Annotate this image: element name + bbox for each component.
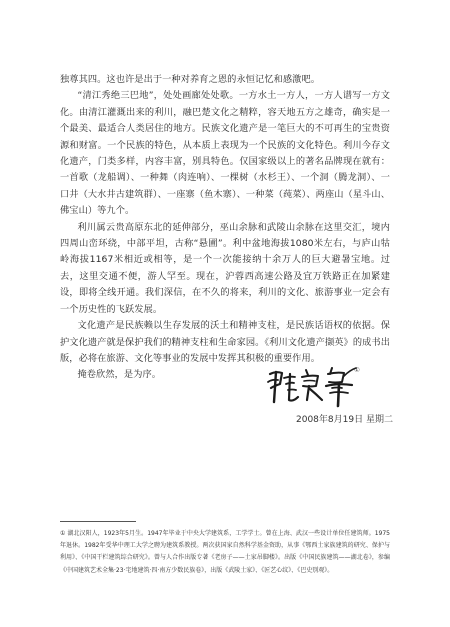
author-signature [262,364,362,408]
footnote-text: ① 湖北汉阳人，1923年5月生。1947年毕业于中央大学建筑系，工学学士。曾在上海、武汉一些设计单位任建筑师。1975年退休。1982年受华中理工大学之聘为建筑系教授。两次获国家自然科学基金资助，从事《鄂西土家族建筑的研究、保护与利用》、《中国干栏建筑综合研究》。曾与人合作出版专著《老房子——土家吊脚楼》。出版《中国民族建筑——湖北卷》，参编《中国建筑艺术全集·23·宅地建筑·四·南方少数民族卷》，出版《武陵土家》、《匠艺心纹》、《巴史别观》。 [60,530,390,574]
preface-date: 2008年8月19日 星期二 [296,415,393,425]
footnote-divider [60,521,136,522]
paragraph-4: 文化遗产是民族赖以生存发展的沃土和精神支柱，是民族话语权的依据。保护文化遗产就是保护我们的精神支柱和生命家园。《利川文化遗产撷英》的成书出版，必将在旅游、文化等事业的发展中发挥其积极的重要作用。 [60,320,390,364]
signature-scribble [262,364,362,408]
paragraph-2: “清江秀绝三巴地”，处处画廊处处歌。一方水土一方人，一方人谱写一方文化。由清江灌溉出来的利川，融巴楚文化之精粹，容天地五方之雄奇，确实是一个最美、最适合人类居住的地方。民族文化遗产是一笔巨大的不可再生的宝贵资源和财富。一个民族的特色，从本质上表现为一个民族的文化特色。利川今存文化遗产，门类多样，内容丰富，别具特色。仅国家级以上的著名品牌现在就有：一首歌（龙船调）、一种舞（肉连响）、一棵树（水杉王）、一个洞（腾龙洞）、一口井（大水井古建筑群）、一座寨（鱼木寨）、一种菜（莼菜）、两座山（星斗山、佛宝山）等九个。 [60,90,390,217]
paragraph-3: 利川属云贵高原东北的延伸部分，巫山余脉和武陵山余脉在这里交汇，境内四周山峦环绕，中部平坦，古称“悬圃”。利中盆地海拔1080米左右，与庐山牯岭海拔1167米相近或相等，是一个一次能接纳十余万人的巨大避暑宝地。过去，这里交通不便，游人罕至。现在，沪蓉西高速公路及宜万铁路正在加紧建设，即将全线开通。我们深信，在不久的将来，利川的文化、旅游事业一定会有一个历史性的飞跃发展。 [60,221,390,315]
signature-footnote-mark: ① [354,366,360,374]
paragraph-5: 掩卷欣然，是为序。 [77,369,162,381]
paragraph-1: 独尊其四。这也许是出于一种对养育之恩的永恒记忆和感激吧。 [60,74,321,85]
preface-body [60,72,390,384]
